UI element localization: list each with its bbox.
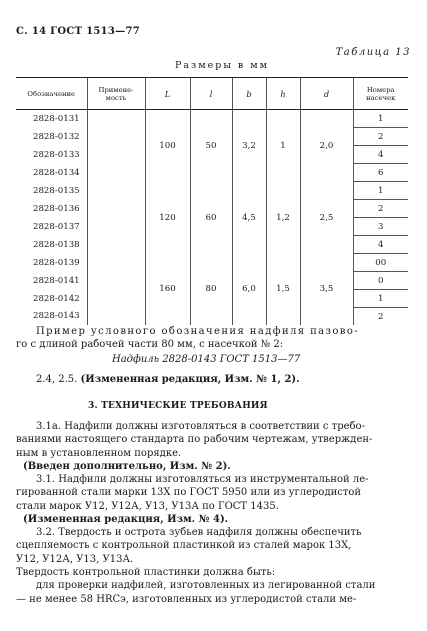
designation-cell: 2828-0131 <box>33 113 80 124</box>
designation-cell: 2828-0138 <box>33 239 80 250</box>
L-value: 120 <box>145 182 190 254</box>
application-cell <box>87 290 145 308</box>
text-line: 3.1а. Надфили должны изготовляться в соответствии с требо- <box>36 421 365 432</box>
d-value: 2,5 <box>300 182 353 254</box>
designation-cell: 2828-0136 <box>33 203 80 214</box>
application-cell <box>87 146 145 164</box>
designation-cell: 2828-0137 <box>33 221 80 232</box>
L-value: 100 <box>145 110 190 182</box>
notch-number: 1 <box>353 110 408 128</box>
col-l: l <box>190 78 232 110</box>
table-number: Таблица 13 <box>335 47 411 58</box>
amendment-1-items: 2.4, 2.5. <box>36 374 78 385</box>
table-header-row <box>16 78 408 110</box>
text-line: сцепляемость с контрольной пластинкой из сталей марок 13Х, <box>16 540 352 552</box>
notch-number: 4 <box>353 146 408 164</box>
text-line: — не менее 58 HRCэ, изготовленных из углеродистой стали ме- <box>16 593 357 605</box>
example-lead: Пример условного обозначения <box>36 326 246 337</box>
application-cell <box>87 218 145 236</box>
application-cell <box>87 308 145 326</box>
text-line: ным в установленном порядке. <box>16 447 182 459</box>
paragraph-hardness <box>16 566 411 606</box>
application-cell <box>87 164 145 182</box>
d-value: 2,0 <box>300 110 353 182</box>
notch-number: 2 <box>353 128 408 146</box>
dimensions-caption: Размеры в мм <box>175 60 270 71</box>
application-cell <box>87 128 145 146</box>
l-value: 60 <box>190 182 232 254</box>
b-value: 4,5 <box>232 182 266 254</box>
notch-number: 2 <box>353 200 408 218</box>
notch-number: 1 <box>353 290 408 308</box>
col-L: L <box>145 78 190 110</box>
example-line-2: го с длиной рабочей части 80 мм, с насечкой № 2: <box>16 339 284 351</box>
b-value: 6,0 <box>232 254 266 326</box>
notch-number: 3 <box>353 218 408 236</box>
L-value: 160 <box>145 254 190 326</box>
col-b: b <box>232 78 266 110</box>
l-value: 50 <box>190 110 232 182</box>
amendment-1-note: (Измененная редакция, Изм. № 1, 2). <box>80 374 300 385</box>
b-value: 3,2 <box>232 110 266 182</box>
page-header: С. 14 ГОСТ 1513—77 <box>16 26 140 37</box>
application-cell <box>87 200 145 218</box>
example-designation: Надфиль 2828-0143 ГОСТ 1513—77 <box>112 354 301 365</box>
note-3-1a: (Введен дополнительно, Изм. № 2). <box>23 460 231 472</box>
d-value: 3,5 <box>300 254 353 326</box>
dimensions-table <box>16 77 408 325</box>
text-line: У12, У12А, У13, У13А. <box>16 553 134 565</box>
table-row <box>16 182 408 200</box>
col-application: Примене- мость <box>87 78 145 110</box>
notch-number: 1 <box>353 182 408 200</box>
designation-cell: 2828-0139 <box>33 257 80 268</box>
paragraph-3-1a <box>16 420 411 473</box>
section-title: 3. ТЕХНИЧЕСКИЕ ТРЕБОВАНИЯ <box>88 401 268 411</box>
designation-cell: 2828-0133 <box>33 149 80 160</box>
paragraph-3-1 <box>16 473 411 526</box>
application-cell <box>87 236 145 254</box>
application-cell <box>87 110 145 128</box>
text-line: ваниями настоящего стандарта по рабочим чертежам, утвержден- <box>16 434 373 446</box>
paragraph-3-2 <box>16 526 411 566</box>
notch-number: 00 <box>353 254 408 272</box>
designation-cell: 2828-0141 <box>33 275 80 286</box>
col-h: h <box>266 78 300 110</box>
designation-cell: 2828-0143 <box>33 311 80 322</box>
application-cell <box>87 272 145 290</box>
notch-number: 0 <box>353 272 408 290</box>
table-row <box>16 110 408 128</box>
h-value: 1 <box>266 110 300 182</box>
example-paragraph <box>16 325 411 352</box>
h-value: 1,2 <box>266 182 300 254</box>
text-line: 3.2. Твердость и острота зубьев надфиля должны обеспечить <box>36 527 362 538</box>
application-cell <box>87 182 145 200</box>
designation-cell: 2828-0134 <box>33 167 80 178</box>
text-line: стали марок У12, У12А, У13, У13А по ГОСТ 1435. <box>16 500 279 512</box>
notch-number: 2 <box>353 308 408 326</box>
designation-cell: 2828-0135 <box>33 185 80 196</box>
text-line: 3.1. Надфили должны изготовляться из инструментальной ле- <box>36 474 369 485</box>
text-line: Твердость контрольной пластинки должна быть: <box>16 567 276 578</box>
h-value: 1,5 <box>266 254 300 326</box>
notch-number: 6 <box>353 164 408 182</box>
table-row <box>16 254 408 272</box>
note-3-1: (Измененная редакция, Изм. № 4). <box>23 513 229 525</box>
col-d: d <box>300 78 353 110</box>
l-value: 80 <box>190 254 232 326</box>
text-line: гированной стали марки 13Х по ГОСТ 5950 или из углеродистой <box>16 487 362 499</box>
col-designation: Обозначение <box>16 78 87 110</box>
example-tail: надфиля пазово- <box>245 326 360 337</box>
text-line: для проверки надфилей, изготовленных из легированной стали <box>36 580 376 592</box>
notch-number: 4 <box>353 236 408 254</box>
amendment-1 <box>16 373 411 386</box>
application-cell <box>87 254 145 272</box>
col-notch-numbers: Номера насечек <box>353 78 408 110</box>
designation-cell: 2828-0132 <box>33 131 80 142</box>
designation-cell: 2828-0142 <box>33 293 80 304</box>
